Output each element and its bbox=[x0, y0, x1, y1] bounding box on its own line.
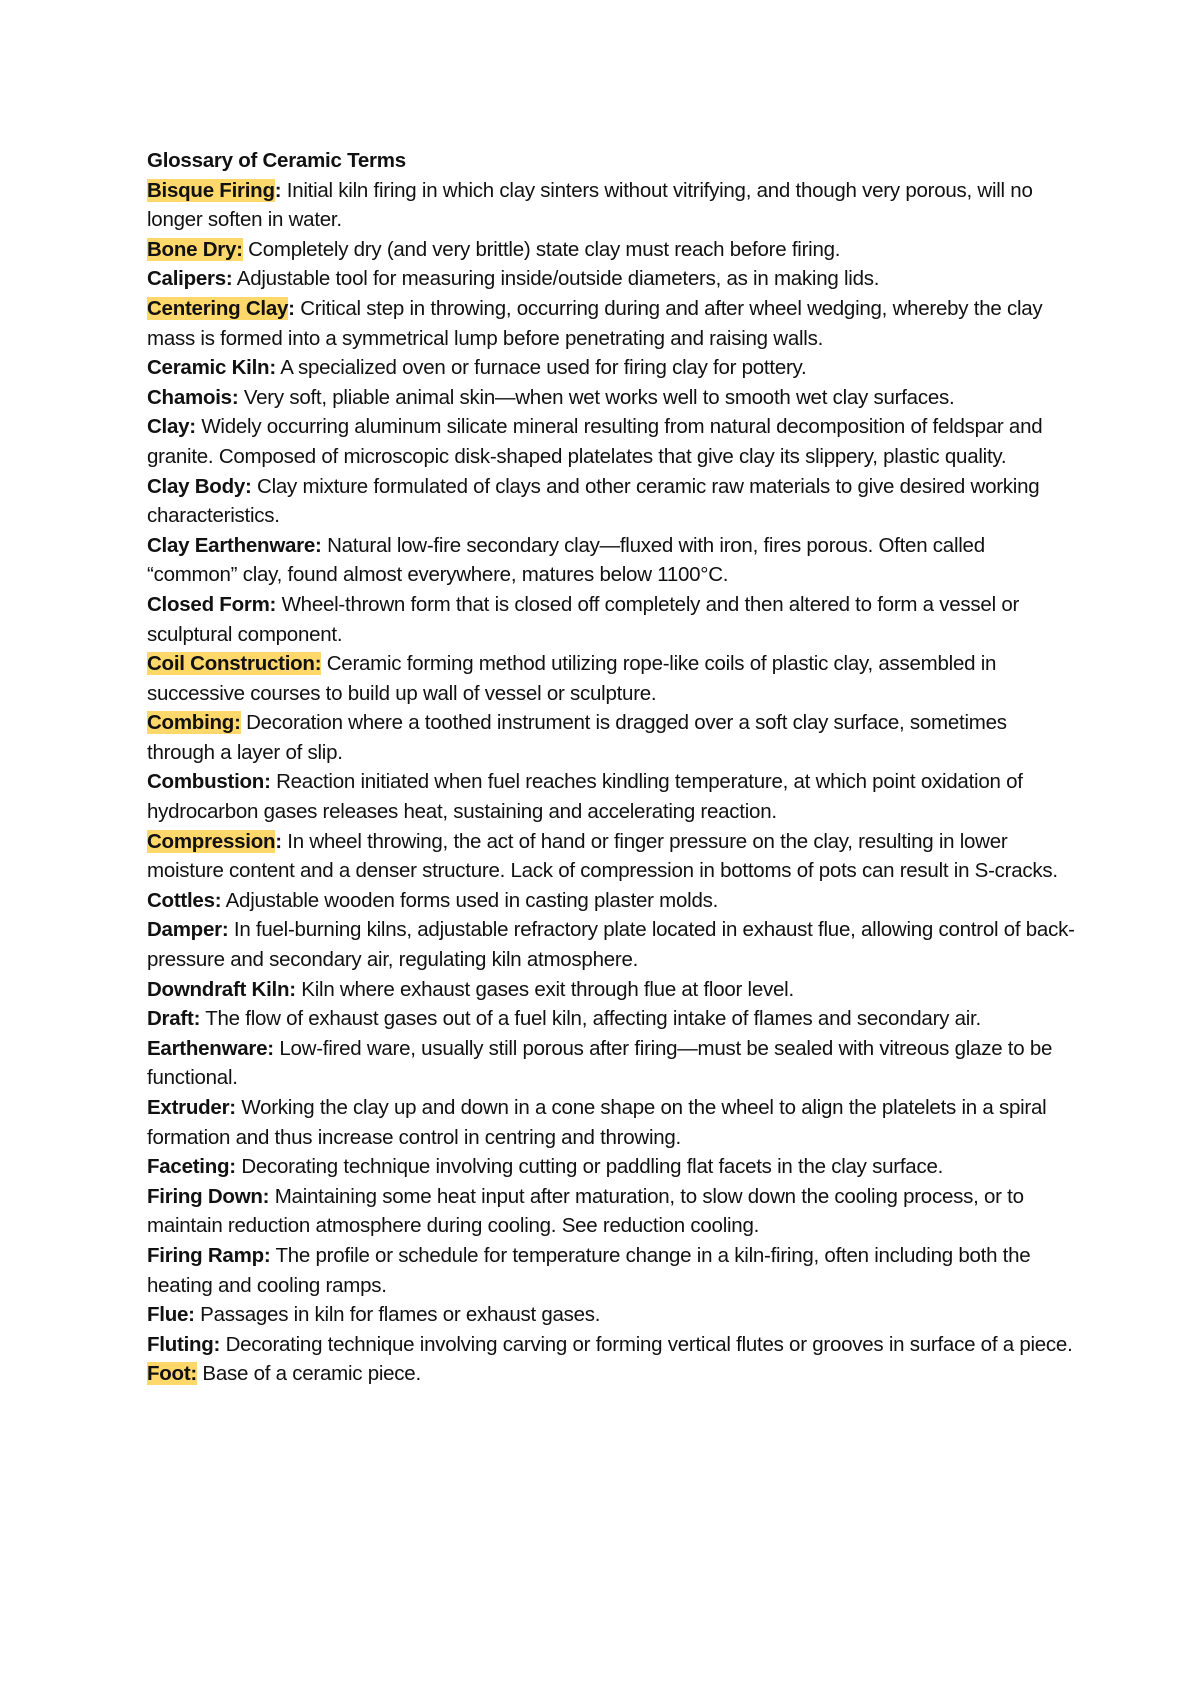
glossary-definition: Decorating technique involving carving or forming vertical flutes or grooves in surface of a piece. bbox=[220, 1332, 1073, 1356]
glossary-term: Clay Earthenware: bbox=[147, 533, 322, 557]
glossary-definition: Natural low-fire secondary clay—fluxed with iron, fires porous. Often called “common” clay, found almost everywhere, matures below 1100°C. bbox=[147, 533, 985, 587]
glossary-entry bbox=[147, 1182, 1077, 1241]
glossary-entry bbox=[147, 1300, 1077, 1330]
glossary-term: Closed Form: bbox=[147, 592, 277, 616]
term-punctuation: : bbox=[275, 829, 282, 853]
glossary-definition: In wheel throwing, the act of hand or finger pressure on the clay, resulting in lower moisture content and a denser structure. Lack of compression in bottoms of pots can result in S-cracks. bbox=[147, 829, 1058, 883]
glossary-entry bbox=[147, 383, 1077, 413]
glossary-term: Firing Ramp: bbox=[147, 1243, 271, 1267]
glossary-definition: Base of a ceramic piece. bbox=[196, 1362, 421, 1386]
glossary-term: Faceting: bbox=[147, 1155, 236, 1179]
glossary-entry bbox=[147, 1241, 1077, 1300]
glossary-term: Combing: bbox=[147, 711, 241, 735]
glossary-entry bbox=[147, 294, 1077, 353]
glossary-entry bbox=[147, 590, 1077, 649]
glossary-definition: Widely occurring aluminum silicate mineral resulting from natural decomposition of feldspar and granite. Composed of microscopic disk-shaped platelates that give clay its slippery, plastic quality. bbox=[147, 415, 1043, 468]
glossary-term: Damper: bbox=[147, 918, 229, 942]
glossary-definition: Passages in kiln for flames or exhaust gases. bbox=[194, 1303, 601, 1327]
glossary-page bbox=[147, 146, 1077, 1389]
glossary-definition: Adjustable tool for measuring inside/outside diameters, as in making lids. bbox=[232, 267, 880, 291]
glossary-term: Chamois: bbox=[147, 385, 239, 409]
glossary-entry bbox=[147, 1034, 1077, 1093]
term-punctuation: : bbox=[274, 178, 282, 202]
glossary-entry bbox=[147, 1359, 1077, 1389]
glossary-definition: Kiln where exhaust gases exit through flue at floor level. bbox=[295, 977, 794, 1001]
glossary-entry bbox=[147, 412, 1077, 471]
glossary-entry bbox=[147, 264, 1077, 294]
glossary-term: Ceramic Kiln: bbox=[147, 356, 276, 380]
glossary-term: Centering Clay bbox=[147, 296, 289, 320]
glossary-definition: Adjustable wooden forms used in casting plaster molds. bbox=[221, 888, 719, 912]
glossary-entry bbox=[147, 975, 1077, 1005]
glossary-entry bbox=[147, 1330, 1077, 1360]
glossary-term: Firing Down: bbox=[147, 1184, 270, 1208]
glossary-term: Bisque Firing bbox=[147, 178, 275, 202]
glossary-list bbox=[147, 176, 1077, 1389]
glossary-definition: Low-fired ware, usually still porous after firing—must be sealed with vitreous glaze to be functional. bbox=[147, 1036, 1053, 1090]
term-punctuation: : bbox=[288, 296, 295, 320]
glossary-definition: Completely dry (and very brittle) state clay must reach before firing. bbox=[242, 237, 841, 261]
glossary-entry bbox=[147, 1004, 1077, 1034]
glossary-term: Clay: bbox=[147, 415, 196, 439]
glossary-definition: Critical step in throwing, occurring during and after wheel wedging, whereby the clay mass is formed into a symmetrical lump before penetrating and raising walls. bbox=[147, 296, 1043, 350]
glossary-term: Fluting: bbox=[147, 1332, 221, 1356]
glossary-entry bbox=[147, 1093, 1077, 1152]
glossary-entry bbox=[147, 472, 1077, 531]
glossary-entry bbox=[147, 235, 1077, 265]
glossary-definition: Maintaining some heat input after maturation, to slow down the cooling process, or to maintain reduction atmosphere during cooling. See reduction cooling. bbox=[147, 1184, 1024, 1238]
glossary-term: Downdraft Kiln: bbox=[147, 977, 296, 1001]
glossary-entry bbox=[147, 353, 1077, 383]
glossary-entry bbox=[147, 708, 1077, 767]
glossary-term: Flue: bbox=[147, 1303, 195, 1327]
glossary-entry bbox=[147, 176, 1077, 235]
glossary-definition: Clay mixture formulated of clays and other ceramic raw materials to give desired working characteristics. bbox=[147, 474, 1040, 528]
glossary-term: Draft: bbox=[147, 1007, 201, 1031]
glossary-entry bbox=[147, 767, 1077, 826]
glossary-term: Coil Construction: bbox=[147, 652, 322, 676]
glossary-definition: The profile or schedule for temperature change in a kiln-firing, often including both the heating and cooling ramps. bbox=[147, 1243, 1031, 1297]
glossary-definition: Decorating technique involving cutting or paddling flat facets in the clay surface. bbox=[235, 1155, 944, 1179]
glossary-definition: Decoration where a toothed instrument is dragged over a soft clay surface, sometimes through a layer of slip. bbox=[147, 711, 1007, 764]
glossary-term: Foot: bbox=[147, 1362, 197, 1386]
glossary-entry bbox=[147, 649, 1077, 708]
glossary-definition: Ceramic forming method utilizing rope-like coils of plastic clay, assembled in successive courses to build up wall of vessel or sculpture. bbox=[147, 652, 997, 705]
glossary-term: Clay Body: bbox=[147, 474, 252, 498]
glossary-entry bbox=[147, 886, 1077, 916]
document-title: Glossary of Ceramic Terms bbox=[147, 149, 406, 172]
glossary-definition: The flow of exhaust gases out of a fuel kiln, affecting intake of flames and secondary air. bbox=[200, 1007, 981, 1031]
glossary-term: Compression bbox=[147, 829, 276, 853]
glossary-definition: Initial kiln firing in which clay sinters without vitrifying, and though very porous, will no longer soften in water. bbox=[147, 178, 1033, 232]
glossary-entry bbox=[147, 1152, 1077, 1182]
glossary-term: Calipers: bbox=[147, 267, 233, 291]
glossary-term: Bone Dry: bbox=[147, 237, 243, 261]
glossary-term: Combustion: bbox=[147, 770, 271, 794]
glossary-definition: In fuel-burning kilns, adjustable refractory plate located in exhaust flue, allowing control of back-pressure and secondary air, regulating kiln atmosphere. bbox=[147, 918, 1075, 972]
glossary-definition: Very soft, pliable animal skin—when wet works well to smooth wet clay surfaces. bbox=[238, 385, 955, 409]
glossary-entry bbox=[147, 915, 1077, 974]
glossary-entry bbox=[147, 531, 1077, 590]
glossary-definition: A specialized oven or furnace used for firing clay for pottery. bbox=[275, 356, 807, 380]
glossary-entry bbox=[147, 827, 1077, 886]
glossary-definition: Working the clay up and down in a cone shape on the wheel to align the platelets in a spiral formation and thus increase control in centring and throwing. bbox=[147, 1096, 1047, 1149]
glossary-definition: Reaction initiated when fuel reaches kindling temperature, at which point oxidation of hydrocarbon gases releases heat, sustaining and accelerating reaction. bbox=[147, 770, 1023, 824]
glossary-definition: Wheel-thrown form that is closed off completely and then altered to form a vessel or sculptural component. bbox=[147, 592, 1020, 646]
glossary-term: Extruder: bbox=[147, 1096, 236, 1119]
glossary-term: Earthenware: bbox=[147, 1036, 274, 1060]
glossary-term: Cottles: bbox=[147, 888, 222, 912]
